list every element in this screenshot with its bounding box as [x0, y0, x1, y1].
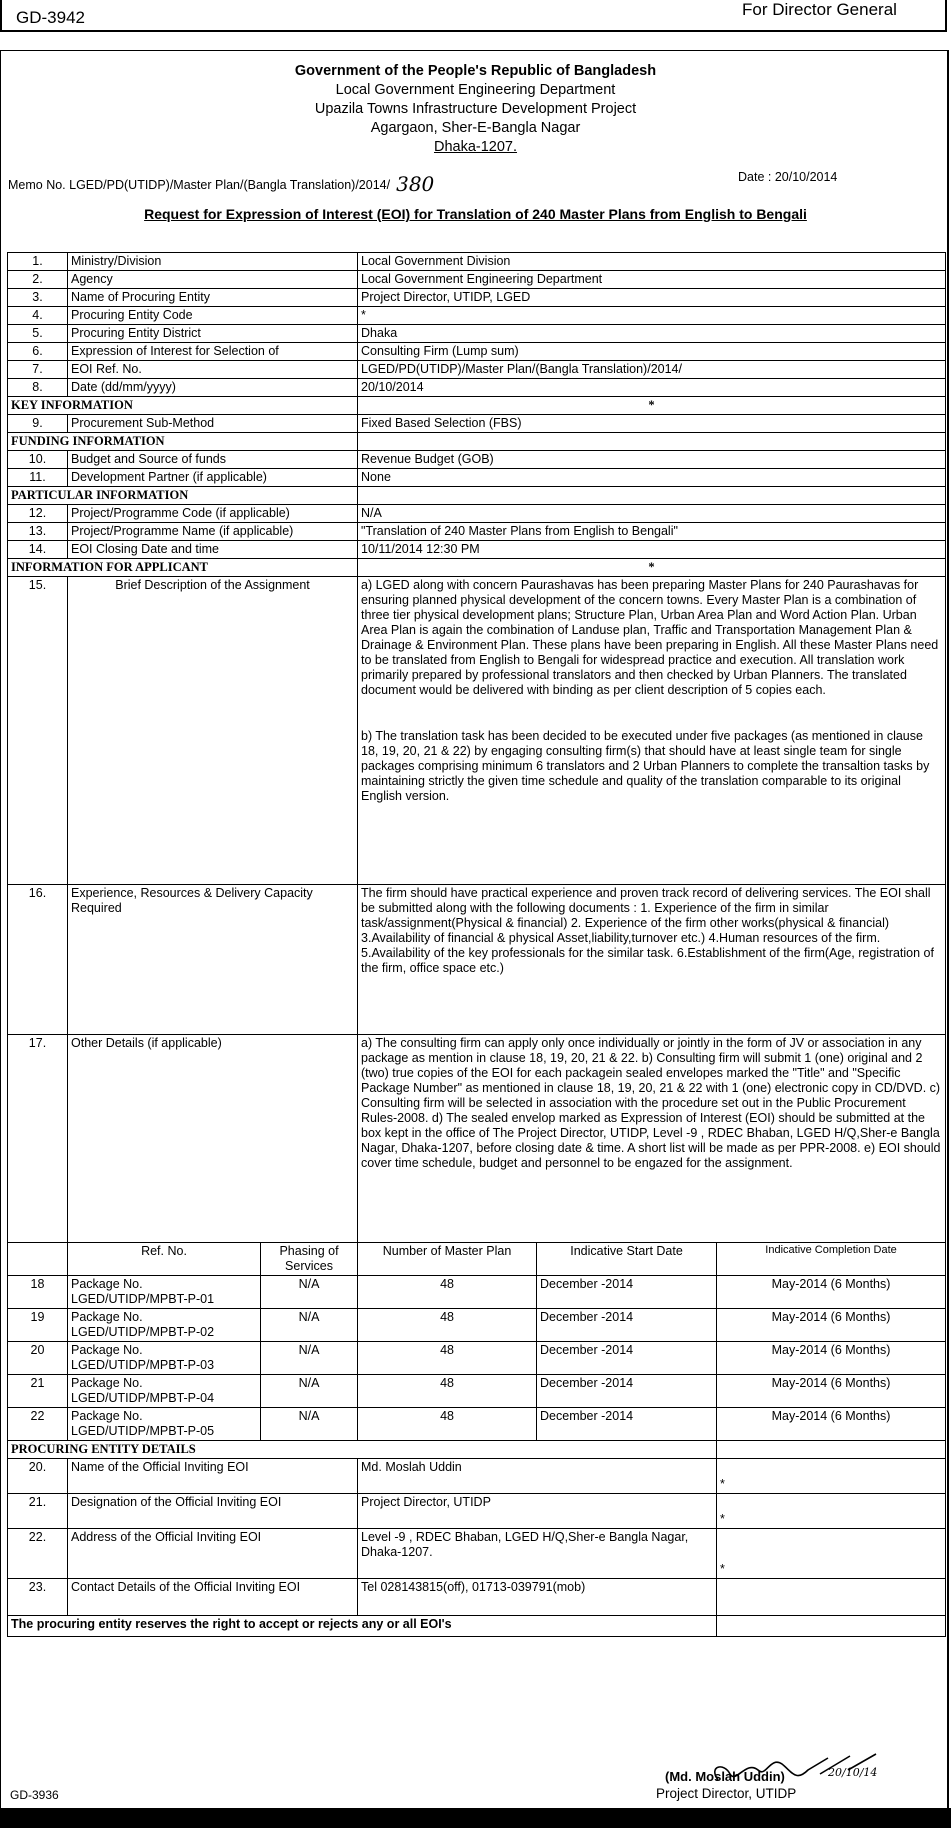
section-procuring-entity-details — [8, 1441, 946, 1459]
row-value: Local Government Division — [358, 253, 946, 271]
package-ref: Package No. LGED/UTIDP/MPBT-P-05 — [68, 1408, 261, 1441]
header-department: Local Government Engineering Department — [335, 82, 616, 98]
package-number: 19 — [8, 1309, 68, 1342]
section-value: * — [358, 559, 946, 577]
package-end: May-2014 (6 Months) — [717, 1342, 946, 1375]
package-start: December -2014 — [537, 1408, 717, 1441]
package-phasing: N/A — [261, 1342, 358, 1375]
package-number: 22 — [8, 1408, 68, 1441]
official-row — [8, 1494, 946, 1529]
reserve-blank — [717, 1616, 946, 1637]
row-number: 9. — [8, 415, 68, 433]
package-count: 48 — [358, 1276, 537, 1309]
table-row — [8, 577, 946, 885]
official-label: Name of the Official Inviting EOI — [68, 1459, 358, 1494]
row-label: Procurement Sub-Method — [68, 415, 358, 433]
assignment-para-b: b) The translation task has been decided to be executed under five packages (as mentioned in clause 18, 19, 20, 21 & 22) by engaging consulting firm(s) that should have at least single team for single packages comprising minimum 6 translators and 2 Urban Planners to complete the transaltion tasks by maintaining strictly the given time schedule and quality of the translation comparable to its original English version. — [361, 729, 930, 803]
table-row — [8, 325, 946, 343]
official-mark: * — [717, 1529, 946, 1579]
header-project: Upazila Towns Infrastructure Development Project — [314, 101, 637, 117]
official-number: 22. — [8, 1529, 68, 1579]
package-ref: Package No. LGED/UTIDP/MPBT-P-03 — [68, 1342, 261, 1375]
official-number: 20. — [8, 1459, 68, 1494]
row-label: Experience, Resources & Delivery Capacity Required — [68, 885, 358, 1035]
row-value: 20/10/2014 — [358, 379, 946, 397]
header-government: Government of the People's Republic of Bangladesh — [294, 63, 657, 79]
package-phasing: N/A — [261, 1309, 358, 1342]
signatory-name: (Md. Moslah Uddin) — [665, 1769, 785, 1784]
gd-ref-footer: GD-3936 — [10, 1788, 59, 1802]
row-value: Local Government Engineering Department — [358, 271, 946, 289]
package-start: December -2014 — [537, 1276, 717, 1309]
package-count: 48 — [358, 1408, 537, 1441]
section-heading: PROCURING ENTITY DETAILS — [8, 1441, 717, 1459]
package-ref: Package No. LGED/UTIDP/MPBT-P-04 — [68, 1375, 261, 1408]
package-end: May-2014 (6 Months) — [717, 1276, 946, 1309]
reserve-statement: The procuring entity reserves the right to accept or rejects any or all EOI's — [8, 1616, 717, 1637]
eoi-table — [7, 252, 946, 1637]
package-count: 48 — [358, 1342, 537, 1375]
row-number: 4. — [8, 307, 68, 325]
row-number: 14. — [8, 541, 68, 559]
row-number: 10. — [8, 451, 68, 469]
package-number: 21 — [8, 1375, 68, 1408]
section-heading: FUNDING INFORMATION — [8, 433, 358, 451]
package-row — [8, 1309, 946, 1342]
official-value: Md. Moslah Uddin — [358, 1459, 717, 1494]
table-row — [8, 415, 946, 433]
row-number: 13. — [8, 523, 68, 541]
row-label: Date (dd/mm/yyyy) — [68, 379, 358, 397]
section-value — [358, 433, 946, 451]
row-number: 16. — [8, 885, 68, 1035]
row-label: Project/Programme Name (if applicable) — [68, 523, 358, 541]
table-row — [8, 523, 946, 541]
row-number: 11. — [8, 469, 68, 487]
package-phasing: N/A — [261, 1408, 358, 1441]
memo-text: Memo No. LGED/PD(UTIDP)/Master Plan/(Bangla Translation)/2014/ — [8, 178, 391, 192]
official-label: Designation of the Official Inviting EOI — [68, 1494, 358, 1529]
row-number: 3. — [8, 289, 68, 307]
row-value: Dhaka — [358, 325, 946, 343]
package-ref: Package No. LGED/UTIDP/MPBT-P-02 — [68, 1309, 261, 1342]
row-label: Budget and Source of funds — [68, 451, 358, 469]
row-value: Revenue Budget (GOB) — [358, 451, 946, 469]
row-label: Ministry/Division — [68, 253, 358, 271]
memo-number: 380 — [396, 172, 435, 196]
row-label: EOI Ref. No. — [68, 361, 358, 379]
package-end: May-2014 (6 Months) — [717, 1309, 946, 1342]
table-row — [8, 307, 946, 325]
for-director-general: For Director General — [742, 0, 897, 19]
bottom-bar — [0, 1808, 951, 1828]
official-value: Project Director, UTIDP — [358, 1494, 717, 1529]
row-number: 5. — [8, 325, 68, 343]
header-number: Number of Master Plan — [358, 1243, 537, 1276]
signature-date-scrawl: 20/10/14 — [828, 1766, 878, 1779]
row-value: The firm should have practical experience and proven track record of delivering services. The EOI shall be submitted along with the following documents : 1. Experience of the firm in similar task/assignment(Physical & financial) 2. Experience of the firm other works(physical & financial) 3.Availability of financial & physical Asset,liability,turnover etc.) 4.Human resources of the firm. 5.Availability of the key professionals for the similar task. 6.Establishment of the firm(Age, registration of the firm, office space etc.) — [358, 885, 946, 1035]
row-value — [358, 577, 946, 885]
official-row — [8, 1529, 946, 1579]
package-end: May-2014 (6 Months) — [717, 1375, 946, 1408]
table-row — [8, 253, 946, 271]
section-information-for-applicant — [8, 559, 946, 577]
row-label: Agency — [68, 271, 358, 289]
package-number: 18 — [8, 1276, 68, 1309]
row-label: Development Partner (if applicable) — [68, 469, 358, 487]
official-label: Address of the Official Inviting EOI — [68, 1529, 358, 1579]
official-label: Contact Details of the Official Inviting EOI — [68, 1579, 358, 1616]
row-value: None — [358, 469, 946, 487]
section-value — [717, 1441, 946, 1459]
header-city: Dhaka-1207. — [433, 139, 518, 155]
official-value: Tel 028143815(off), 01713-039791(mob) — [358, 1579, 717, 1616]
assignment-para-a: a) LGED along with concern Paurashavas has been preparing Master Plans for 240 Paurashavas for ensuring planned physical development of the concern towns. Every Master Plan is a combination of three tier physical development plans; Structure Plan, Urban Area Plan and Word Action Plan. Urban Area Plan is again the combination of Landuse plan, Traffic and Transportation Management Plan & Drainage & Environment Plan. These plans have been preparing in English. All these Master Plans need to be translated from English to Bengali for widespread practice and execution. All translation work primarily prepared by professional translators and then checked by Urban Planners. The translated document would be delivered with binding as per client description of 5 copies each. — [361, 578, 939, 697]
section-particular-information — [8, 487, 946, 505]
row-value: 10/11/2014 12:30 PM — [358, 541, 946, 559]
row-value: a) The consulting firm can apply only once individually or jointly in the form of JV or association in any package as mention in clause 18, 19, 20, 21 & 22. b) Consulting firm will submit 1 (one) original and 2 (two) true copies of the EOI for each packagein sealed envelopes marked the "Title" and "Specific Package Number" as mentioned in clause 18, 19, 20, 21 & 22 with 1 (one) electronic copy in CD/DVD. c) Consulting firm will be selected in association with the procedure set out in the Public Procurement Rules-2008. d) The sealed envelop marked as Expression of Interest (EOI) should be submitted at the box kept in the office of The Project Director, UTIDP, Level -9 , RDEC Bhaban, LGED H/Q,Sher-e Bangla Nagar, Dhaka-1207, before closing date & time. A short list will be made as per PPR-2008. e) EOI should cover time schedule, budget and personnel to be engazed for the assignment. — [358, 1035, 946, 1243]
package-row — [8, 1375, 946, 1408]
row-number: 7. — [8, 361, 68, 379]
package-row — [8, 1276, 946, 1309]
table-row — [8, 289, 946, 307]
section-value: * — [358, 397, 946, 415]
row-number: 15. — [8, 577, 68, 885]
package-end: May-2014 (6 Months) — [717, 1408, 946, 1441]
row-number: 1. — [8, 253, 68, 271]
package-header-row — [8, 1243, 946, 1276]
row-label: Procuring Entity District — [68, 325, 358, 343]
reserve-row — [8, 1616, 946, 1637]
official-number: 21. — [8, 1494, 68, 1529]
header-phasing: Phasing of Services — [261, 1243, 358, 1276]
row-value: Consulting Firm (Lump sum) — [358, 343, 946, 361]
table-row — [8, 541, 946, 559]
package-start: December -2014 — [537, 1342, 717, 1375]
package-row — [8, 1342, 946, 1375]
row-label: Procuring Entity Code — [68, 307, 358, 325]
document-title: Request for Expression of Interest (EOI) for Translation of 240 Master Plans from English to Bengali — [144, 206, 807, 222]
row-value: Project Director, UTIDP, LGED — [358, 289, 946, 307]
row-label: Expression of Interest for Selection of — [68, 343, 358, 361]
header-start-date: Indicative Start Date — [537, 1243, 717, 1276]
memo-date: Date : 20/10/2014 — [738, 170, 838, 184]
memo-line — [8, 170, 434, 194]
official-mark: * — [717, 1494, 946, 1529]
row-label: Brief Description of the Assignment — [68, 577, 358, 885]
section-heading: INFORMATION FOR APPLICANT — [8, 559, 358, 577]
section-heading: KEY INFORMATION — [8, 397, 358, 415]
section-heading: PARTICULAR INFORMATION — [8, 487, 358, 505]
signatory-designation: Project Director, UTIDP — [656, 1786, 797, 1801]
header-completion-date: Indicative Completion Date — [717, 1243, 946, 1276]
gd-ref-top: GD-3942 — [16, 8, 85, 27]
table-row — [8, 885, 946, 1035]
table-row — [8, 379, 946, 397]
row-value: * — [358, 307, 946, 325]
table-row — [8, 361, 946, 379]
row-number: 8. — [8, 379, 68, 397]
row-value: LGED/PD(UTIDP)/Master Plan/(Bangla Translation)/2014/ — [358, 361, 946, 379]
table-row — [8, 451, 946, 469]
official-mark — [717, 1579, 946, 1616]
table-row — [8, 505, 946, 523]
official-row — [8, 1579, 946, 1616]
row-label: Other Details (if applicable) — [68, 1035, 358, 1243]
table-row — [8, 1035, 946, 1243]
row-number: 17. — [8, 1035, 68, 1243]
section-value — [358, 487, 946, 505]
package-ref: Package No. LGED/UTIDP/MPBT-P-01 — [68, 1276, 261, 1309]
row-number: 12. — [8, 505, 68, 523]
row-label: Project/Programme Code (if applicable) — [68, 505, 358, 523]
top-bar — [0, 0, 947, 32]
row-label: Name of Procuring Entity — [68, 289, 358, 307]
row-label: EOI Closing Date and time — [68, 541, 358, 559]
table-row — [8, 469, 946, 487]
section-funding-information — [8, 433, 946, 451]
package-number: 20 — [8, 1342, 68, 1375]
row-value: N/A — [358, 505, 946, 523]
package-phasing: N/A — [261, 1276, 358, 1309]
package-count: 48 — [358, 1309, 537, 1342]
package-start: December -2014 — [537, 1375, 717, 1408]
official-mark: * — [717, 1459, 946, 1494]
header-ref-no: Ref. No. — [68, 1243, 261, 1276]
official-number: 23. — [8, 1579, 68, 1616]
row-value: Fixed Based Selection (FBS) — [358, 415, 946, 433]
official-row — [8, 1459, 946, 1494]
row-value: "Translation of 240 Master Plans from English to Bengali" — [358, 523, 946, 541]
section-key-information — [8, 397, 946, 415]
package-count: 48 — [358, 1375, 537, 1408]
table-row — [8, 343, 946, 361]
header-location: Agargaon, Sher-E-Bangla Nagar — [370, 120, 581, 136]
package-start: December -2014 — [537, 1309, 717, 1342]
official-value: Level -9 , RDEC Bhaban, LGED H/Q,Sher-e Bangla Nagar, Dhaka-1207. — [358, 1529, 717, 1579]
package-phasing: N/A — [261, 1375, 358, 1408]
row-number: 2. — [8, 271, 68, 289]
table-row — [8, 271, 946, 289]
header-blank — [8, 1243, 68, 1276]
package-row — [8, 1408, 946, 1441]
row-number: 6. — [8, 343, 68, 361]
